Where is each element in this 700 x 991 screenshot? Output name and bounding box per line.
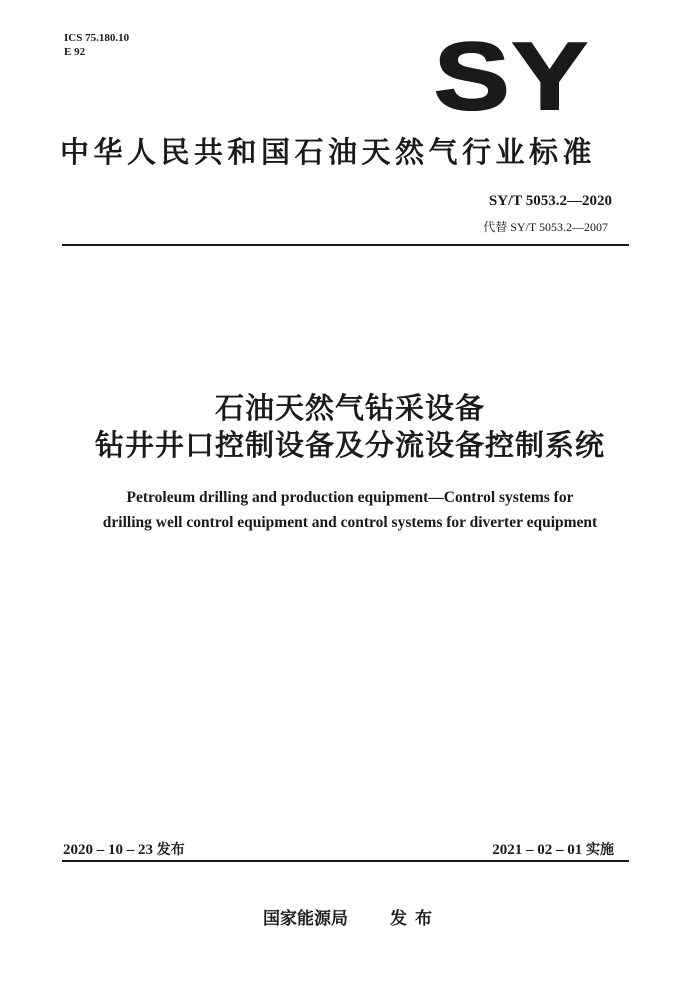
issue-date-row (63, 839, 185, 859)
chinese-title-line-1: 石油天然气钻采设备 (214, 391, 485, 425)
issue-date: 2020 – 10 – 23 (63, 842, 153, 858)
effective-date-row (492, 839, 614, 859)
top-divider (62, 244, 629, 246)
publish-label: 发布 (390, 909, 440, 929)
publisher: 国家能源局 (263, 909, 348, 929)
sy-logo: SY (434, 23, 590, 130)
classification-block (64, 31, 129, 59)
industry-standard-title: 中华人民共和国石油天然气行业标准 (60, 135, 597, 169)
ccs-code: E 92 (64, 46, 86, 58)
bottom-divider (62, 860, 629, 862)
english-title-line-2: drilling well control equipment and control systems for diverter equipment (102, 514, 598, 531)
replaces-code: 代替 SY/T 5053.2—2007 (483, 220, 608, 234)
english-title-line-1: Petroleum drilling and production equipment—Control systems for (126, 489, 574, 506)
issue-label: 发布 (156, 842, 185, 858)
effective-date: 2021 – 02 – 01 (492, 842, 583, 858)
chinese-title-line-2: 钻井井口控制设备及分流设备控制系统 (94, 428, 605, 462)
effective-label: 实施 (586, 842, 614, 858)
standard-code: SY/T 5053.2—2020 (488, 193, 612, 209)
ics-code: ICS 75.180.10 (64, 32, 130, 44)
